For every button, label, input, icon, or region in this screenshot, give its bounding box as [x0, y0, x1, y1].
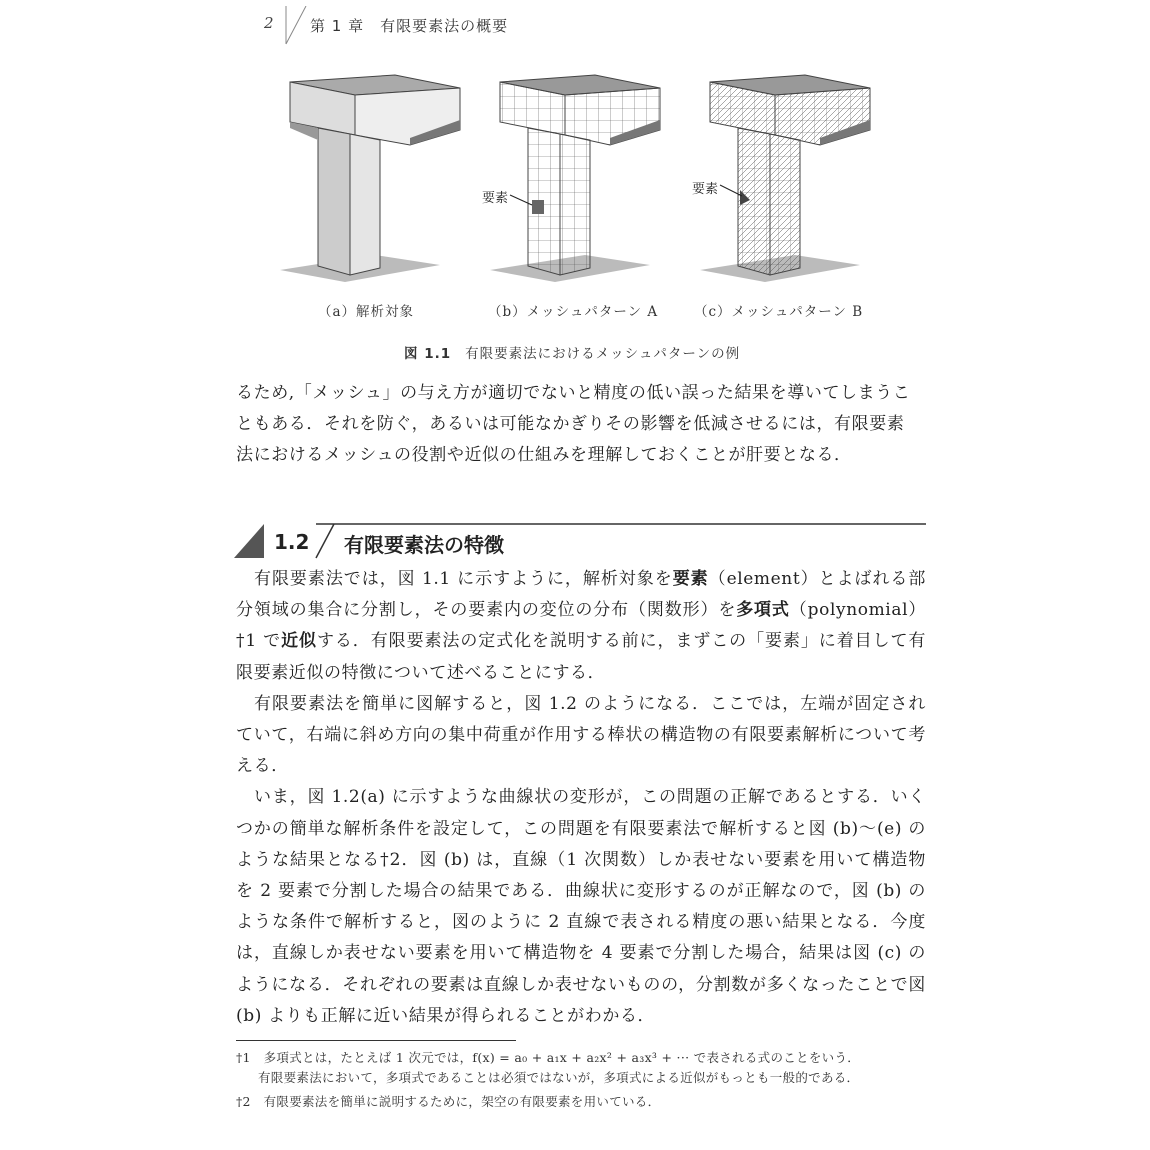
footnote-line: 有限要素法において，多項式であることは必須ではないが，多項式による近似がもっとも一般的である． — [258, 1070, 860, 1085]
chapter-title: 第 1 章 有限要素法の概要 — [310, 17, 509, 35]
element-label-c: 要素 — [692, 182, 719, 197]
text-run: （polynomial）†1 で — [236, 600, 926, 652]
keyword: 要素 — [672, 569, 709, 589]
caption-b: （b）メッシュパターン A — [488, 304, 659, 320]
paragraph-1 — [236, 564, 926, 689]
footnote-2: †2 有限要素法を簡単に説明するために，架空の有限要素を用いている． — [236, 1094, 661, 1109]
text-run: する．有限要素法の定式化を説明する前に，まずこの「要素」に着目して有限要素近似の特徴について述べることにする． — [236, 631, 927, 683]
figure-number: 図 1.1 — [404, 346, 452, 362]
section-heading-ornament — [234, 520, 926, 562]
keyword: 多項式 — [736, 600, 790, 621]
section-title: 有限要素法の特徴 — [344, 533, 504, 557]
text-line: 法におけるメッシュの役割や近似の仕組みを理解しておくことが肝要となる． — [236, 445, 852, 465]
caption-c: （c）メッシュパターン B — [694, 304, 864, 320]
paragraph-3: いま，図 1.2(a) に示すような曲線状の変形が，この問題の正解であるとする．いくつかの簡単な解析条件を設定して，この問題を有限要素法で解析すると図 (b)〜(e) のような結果となる†2．図 (b) は，直線（1 次関数）しか表せない要素を用いて構造物を 2 要素で分割した場合の結果である．曲線状に変形するのが正解なので，図 (b) のような条件で解析すると，図のように 2 直線で表される精度の悪い結果となる．今度は，直線しか表せない要素を用いて構造物を 4 要素で分割した場合，結果は図 (c) のようになる．それぞれの要素は直線しか表せないものの，分割数が多くなったことで図 (b) よりも正解に近い結果が得られることがわかる． — [236, 787, 926, 1026]
figure-caption: 有限要素法におけるメッシュパターンの例 — [465, 346, 741, 362]
continued-paragraph — [236, 378, 926, 471]
footnote-1 — [236, 1048, 936, 1088]
section-body — [236, 564, 926, 1032]
paragraph-2: 有限要素法を簡単に図解すると，図 1.2 のようになる．ここでは，左端が固定されていて，右端に斜め方向の集中荷重が作用する棒状の構造物の有限要素解析について考える． — [236, 693, 926, 777]
footnote-line: †1 多項式とは，たとえば 1 次元では，f(x) = a₀ + a₁x + a₂x² + a₃x³ + ··· で表される式のことをいう． — [236, 1050, 861, 1065]
figure-1-1 — [250, 60, 900, 310]
pier-mesh-a — [490, 75, 660, 282]
section-heading — [234, 520, 926, 562]
element-label-b: 要素 — [482, 191, 509, 206]
text-run: 有限要素法では，図 1.1 に示すように，解析対象を — [254, 569, 673, 589]
text-line: ともある．それを防ぐ，あるいは可能なかぎりその影響を低減させるには，有限要素 — [236, 414, 905, 434]
section-number: 1.2 — [274, 530, 310, 554]
caption-a: （a）解析対象 — [318, 304, 415, 320]
page-number: 2 — [264, 14, 274, 32]
text-line: るため,「メッシュ」の与え方が適切でないと精度の低い誤った結果を導いてしまうこ — [236, 383, 911, 403]
text-run: （element）とよばれる部分領域の集合に分割し，その要素内の変位の分布（関数形）を — [236, 569, 926, 621]
pier-mesh-b — [700, 75, 870, 282]
pier-solid — [280, 75, 460, 282]
keyword: 近似 — [281, 631, 317, 652]
running-header — [258, 6, 558, 46]
footnote-rule — [236, 1040, 516, 1041]
figure-title — [404, 342, 740, 362]
